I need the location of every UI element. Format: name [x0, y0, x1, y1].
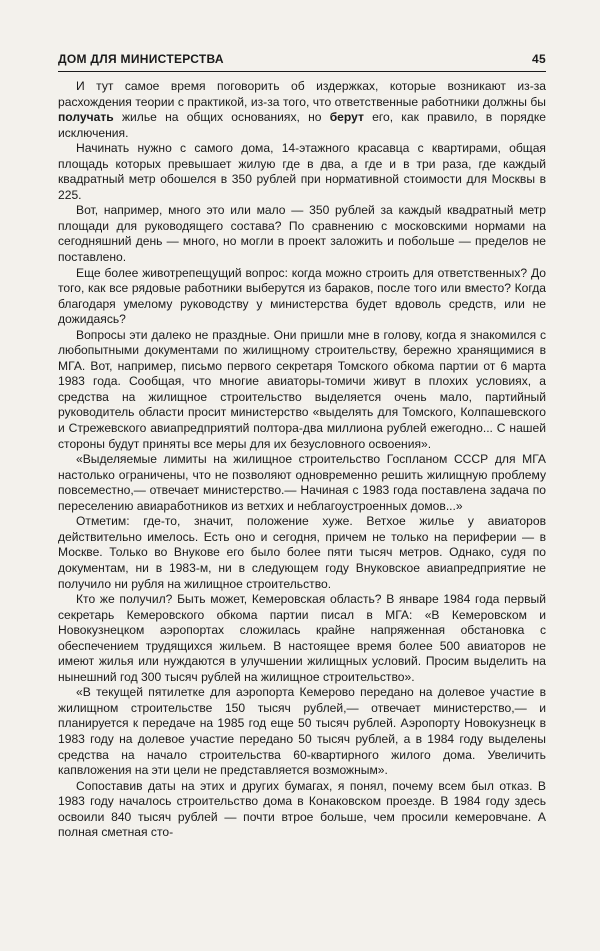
paragraph	[58, 514, 546, 592]
emphasized-word: берут	[329, 110, 364, 125]
page-number: 45	[532, 52, 546, 66]
body-text	[58, 79, 546, 841]
book-page	[58, 52, 546, 841]
paragraph	[58, 779, 546, 841]
text-run: «Выделяемые лимиты на жилищное строительство Госпланом СССР для МГА настолько ограничены, что не позволяют одновременно решить жилищную проблему повсеместно,— отвечает министерство.— Начиная с 1983 года поставлена задача по переселению авиаработников из ветхих и неблагоустроенных домов...»	[58, 452, 546, 513]
text-run: Еще более животрепещущий вопрос: когда можно строить для ответственных? До того, как все рядовые работники выберутся из бараков, после того или вместо? Когда благодаря умелому руководству у министерства будет вдоволь средств, или не дожидаясь?	[58, 265, 546, 327]
paragraph	[58, 452, 546, 514]
running-head	[58, 52, 546, 72]
text-run: Вот, например, много это или мало — 350 рублей за каждый квадратный метр площади для руководящего состава? По сравнению с московскими нормами на сегодняшний день — много, но могли в проект заложить и побольше — пределов не поставлено.	[58, 203, 546, 265]
text-run: Сопоставив даты на этих и других бумагах, я понял, почему всем был отказ. В 1983 году началось строительство дома в Конаковском проезде. В 1984 году здесь освоили 840 тысяч рублей — почти втрое больше, чем просили кемеровчане. А полная сметная сто-	[58, 778, 546, 840]
text-run: жилье на общих основаниях, но	[113, 110, 330, 125]
text-run: Кто же получил? Быть может, Кемеровская область? В январе 1984 года первый секретарь Кемеровского обкома партии писал в МГА: «В Кемеровском и Новокузнецком аэропортах сложилась крайне напряженная обстановка с обеспечением трудящихся жильем. В настоящее время более 500 авиаторов не имеют жилья или нуждаются в улучшении жилищных условий. Просим выделить на нынешний год 300 тысяч рублей на жилищное строительство».	[58, 592, 546, 684]
text-run: его, как правило, в порядке исключения.	[58, 110, 546, 140]
paragraph	[58, 592, 546, 685]
paragraph	[58, 328, 546, 452]
text-run: Начинать нужно с самого дома, 14-этажного красавца с квартирами, общая площадь которых превышает жилую где в два, а где и в три раза, где каждый квадратный метр обошелся в 350 рублей при нормативной стоимости для Москвы в 225.	[58, 141, 546, 202]
paragraph	[58, 685, 546, 778]
paragraph	[58, 141, 546, 203]
text-run: Отметим: где-то, значит, положение хуже. Ветхое жилье у авиаторов действительно имелось. Есть оно и сегодня, причем не только на периферии — в Москве. Только во Внукове его было более пяти тысяч метров. Однако, судя по документам, ни в 1983-м, ни в следующем году Внуковское авиапредприятие не получило ни рубля на жилищное строительство.	[58, 514, 546, 591]
text-run: Вопросы эти далеко не праздные. Они пришли мне в голову, когда я знакомился с любопытными документами по жилищному строительству, бережно хранящимися в МГА. Вот, например, письмо первого секретаря Томского обкома партии от 6 марта 1983 года. Сообщая, что многие авиаторы-томичи живут в плохих условиях, а средства на жилищное строительство выделяется очень мало, партийный руководитель области просит министерство «выделять для Томского, Колпашевского и Стрежевского авиапредприятий полтора-два миллиона рублей ежегодно... С нашей стороны будут приняты все меры для их безусловного освоения».	[58, 327, 546, 451]
text-run: И тут самое время поговорить об издержках, которые возникают из-за расхождения теории с практикой, из-за того, что ответственные работники должны бы	[58, 79, 546, 109]
paragraph	[58, 79, 546, 141]
text-run: «В текущей пятилетке для аэропорта Кемерово передано на долевое участие в жилищном строительстве 150 тысяч рублей,— отвечает министерство,— и планируется к передаче на 1985 год еще 50 тысяч рублей. Аэропорту Новокузнецк в 1983 году на долевое участие передано 50 тысяч рублей, а в 1984 году выделены средства на начало строительства 60-квартирного жилого дома. Увеличить капвложения на эти цели не представляется возможным».	[58, 685, 546, 778]
paragraph	[58, 203, 546, 265]
running-title: ДОМ ДЛЯ МИНИСТЕРСТВА	[58, 52, 224, 66]
paragraph	[58, 266, 546, 328]
emphasized-word: получать	[58, 110, 114, 125]
